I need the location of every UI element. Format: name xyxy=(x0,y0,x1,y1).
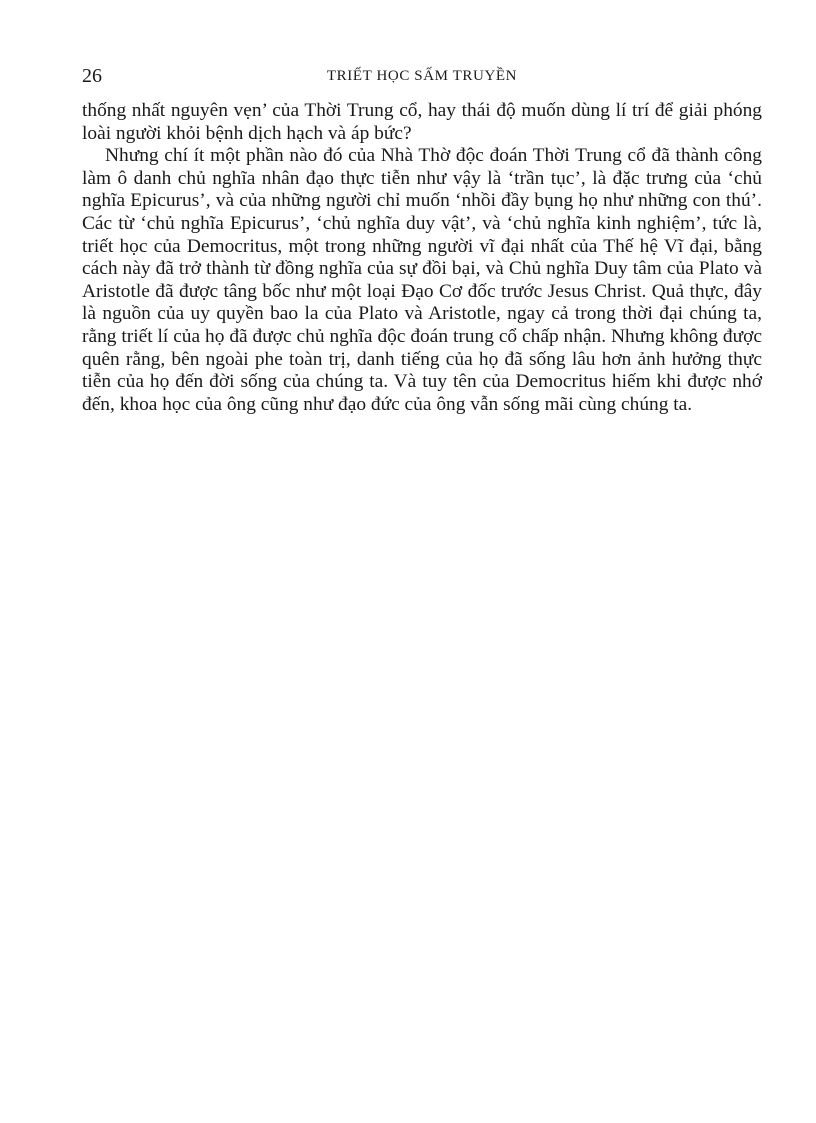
body-text xyxy=(82,100,762,416)
document-page xyxy=(82,62,762,416)
paragraph: Nhưng chí ít một phần nào đó của Nhà Thờ độc đoán Thời Trung cổ đã thành công làm ô danh chủ nghĩa nhân đạo thực tiễn như vậy là ‘trần tục’, là đặc trưng của ‘chủ nghĩa Epicurus’, và của những người chỉ muốn ‘nhồi đầy bụng họ như những con thú’. Các từ ‘chủ nghĩa Epicurus’, ‘chủ nghĩa duy vật’, và ‘chủ nghĩa kinh nghiệm’, tức là, triết học của Democritus, một trong những người vĩ đại nhất của Thế hệ Vĩ đại, bằng cách này đã trở thành từ đồng nghĩa của sự đồi bại, và Chủ nghĩa Duy tâm của Plato và Aristotle đã được tâng bốc như một loại Đạo Cơ đốc trước Jesus Christ. Quả thực, đây là nguồn của uy quyền bao la của Plato và Aristotle, ngay cả trong thời đại chúng ta, rằng triết lí của họ đã được chủ nghĩa độc đoán trung cổ chấp nhận. Nhưng không được quên rằng, bên ngoài phe toàn trị, danh tiếng của họ đã sống lâu hơn ảnh hưởng thực tiễn của họ đến đời sống của chúng ta. Và tuy tên của Democritus hiếm khi được nhớ đến, khoa học của ông cũng như đạo đức của ông vẫn sống mãi cùng chúng ta. xyxy=(82,145,762,415)
paragraph-continuation: thống nhất nguyên vẹn’ của Thời Trung cổ, hay thái độ muốn dùng lí trí để giải phóng loài người khỏi bệnh dịch hạch và áp bức? xyxy=(82,100,762,144)
book-title: TRIẾT HỌC SẤM TRUYỀN xyxy=(326,68,518,84)
running-header xyxy=(82,62,762,90)
page-number: 26 xyxy=(82,65,102,87)
